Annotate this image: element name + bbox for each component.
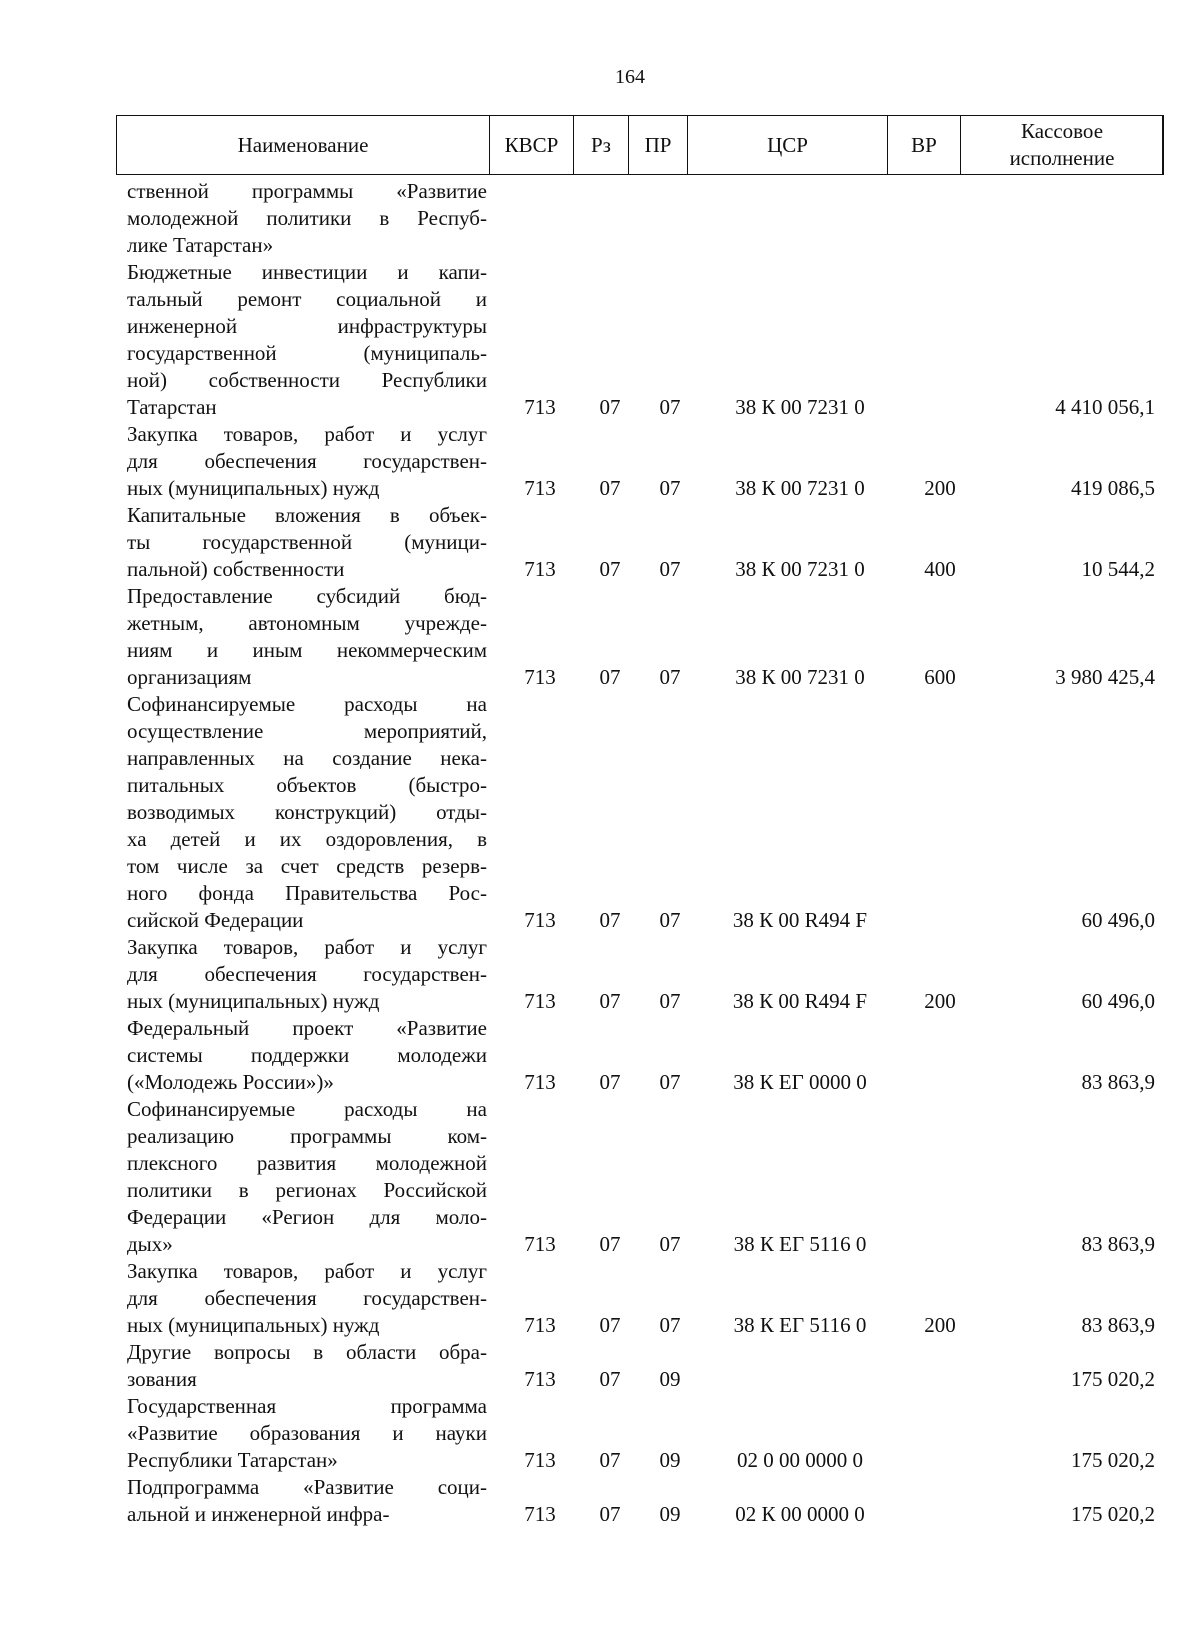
row-name-line: тальный ремонт социальной и <box>127 287 487 311</box>
row-name-line: ственной программы «Развитие <box>127 179 487 203</box>
row-name-line: Подпрограмма «Развитие соци- <box>127 1475 487 1499</box>
table-row <box>0 502 1200 583</box>
table-row <box>0 1015 1200 1096</box>
row-csr: 38 К 00 R494 F <box>732 989 868 1013</box>
row-amount: 175 020,2 <box>1071 1502 1155 1526</box>
row-amount: 10 544,2 <box>1081 557 1155 581</box>
row-name <box>127 421 487 502</box>
row-name-line: дых» <box>127 1232 173 1256</box>
row-name-line: для обеспечения государствен- <box>127 449 487 473</box>
row-name-line: ха детей и их оздоровления, в <box>127 827 487 851</box>
row-csr: 38 К ЕГ 0000 0 <box>733 1070 867 1094</box>
row-amount: 3 980 425,4 <box>1055 665 1155 689</box>
table-row <box>0 259 1200 421</box>
row-name-line: питальных объектов (быстро- <box>127 773 487 797</box>
row-amount: 4 410 056,1 <box>1055 395 1155 419</box>
row-pr: 09 <box>659 1502 681 1526</box>
row-amount: 83 863,9 <box>1081 1232 1155 1256</box>
row-kvsr: 713 <box>524 1070 556 1094</box>
row-name-line: («Молодежь России»)» <box>127 1070 334 1094</box>
row-name-line: ты государственной (муници- <box>127 530 487 554</box>
row-kvsr: 713 <box>524 1502 556 1526</box>
row-name <box>127 1339 487 1393</box>
table-row <box>0 583 1200 691</box>
row-rz: 07 <box>599 1448 621 1472</box>
row-name-line: альной и инженерной инфра- <box>127 1502 390 1526</box>
row-csr: 02 0 00 0000 0 <box>737 1448 863 1472</box>
row-name-line: Закупка товаров, работ и услуг <box>127 422 487 446</box>
row-rz: 07 <box>599 1070 621 1094</box>
row-rz: 07 <box>599 665 621 689</box>
row-csr: 38 К 00 7231 0 <box>735 395 865 419</box>
row-name-line: плексного развития молодежной <box>127 1151 487 1175</box>
table-row <box>0 1258 1200 1339</box>
row-name-line: сийской Федерации <box>127 908 304 932</box>
row-vr: 200 <box>924 1313 956 1337</box>
row-name <box>127 259 487 421</box>
row-pr: 07 <box>659 665 681 689</box>
row-vr: 200 <box>924 476 956 500</box>
header-amount-line2: исполнение <box>1009 146 1115 170</box>
row-name-line: инженерной инфраструктуры <box>127 314 487 338</box>
row-name-line: зования <box>127 1367 197 1391</box>
row-rz: 07 <box>599 557 621 581</box>
row-name-line: Республики Татарстан» <box>127 1448 338 1472</box>
row-name-line: Федерации «Регион для моло- <box>127 1205 487 1229</box>
row-rz: 07 <box>599 1232 621 1256</box>
row-csr: 38 К ЕГ 5116 0 <box>733 1232 867 1256</box>
row-csr: 38 К 00 7231 0 <box>735 557 865 581</box>
row-amount: 175 020,2 <box>1071 1367 1155 1391</box>
table-row <box>0 178 1200 259</box>
row-pr: 09 <box>659 1448 681 1472</box>
header-amount <box>960 116 1163 174</box>
row-kvsr: 713 <box>524 1367 556 1391</box>
row-name-line: Федеральный проект «Развитие <box>127 1016 487 1040</box>
row-rz: 07 <box>599 476 621 500</box>
table-row <box>0 421 1200 502</box>
row-rz: 07 <box>599 1502 621 1526</box>
row-kvsr: 713 <box>524 557 556 581</box>
row-rz: 07 <box>599 908 621 932</box>
table-header <box>116 115 1164 175</box>
row-name-line: Капитальные вложения в объек- <box>127 503 487 527</box>
row-vr: 600 <box>924 665 956 689</box>
row-name <box>127 934 487 1015</box>
table-row <box>0 934 1200 1015</box>
row-kvsr: 713 <box>524 1232 556 1256</box>
row-vr: 400 <box>924 557 956 581</box>
row-name <box>127 691 487 934</box>
header-csr: ЦСР <box>687 116 887 174</box>
row-name-line: осуществление мероприятий, <box>127 719 487 743</box>
table-row <box>0 691 1200 934</box>
row-kvsr: 713 <box>524 476 556 500</box>
row-pr: 07 <box>659 1232 681 1256</box>
row-rz: 07 <box>599 1313 621 1337</box>
row-rz: 07 <box>599 1367 621 1391</box>
row-pr: 07 <box>659 395 681 419</box>
table-row <box>0 1096 1200 1258</box>
row-kvsr: 713 <box>524 1448 556 1472</box>
row-name-line: государственной (муниципаль- <box>127 341 487 365</box>
row-kvsr: 713 <box>524 908 556 932</box>
row-kvsr: 713 <box>524 395 556 419</box>
row-name-line: Государственная программа <box>127 1394 487 1418</box>
row-rz: 07 <box>599 989 621 1013</box>
row-name-line: «Развитие образования и науки <box>127 1421 487 1445</box>
row-name-line: молодежной политики в Респуб- <box>127 206 487 230</box>
row-name-line: жетным, автономным учрежде- <box>127 611 487 635</box>
row-pr: 07 <box>659 1070 681 1094</box>
row-name <box>127 1015 487 1096</box>
table-row <box>0 1393 1200 1474</box>
row-name <box>127 583 487 691</box>
header-vr: ВР <box>887 116 960 174</box>
row-name-line: Бюджетные инвестиции и капи- <box>127 260 487 284</box>
row-csr: 02 К 00 0000 0 <box>735 1502 865 1526</box>
row-pr: 07 <box>659 908 681 932</box>
row-name-line: возводимых конструкций) отды- <box>127 800 487 824</box>
row-pr: 07 <box>659 476 681 500</box>
row-name-line: Закупка товаров, работ и услуг <box>127 935 487 959</box>
header-name: Наименование <box>237 132 369 157</box>
row-name-line: Софинансируемые расходы на <box>127 1097 487 1121</box>
row-pr: 09 <box>659 1367 681 1391</box>
row-name-line: системы поддержки молодежи <box>127 1043 487 1067</box>
row-amount: 175 020,2 <box>1071 1448 1155 1472</box>
header-amount-line1: Кассовое <box>1020 119 1104 143</box>
row-name-line: направленных на создание нека- <box>127 746 487 770</box>
row-name-line: для обеспечения государствен- <box>127 1286 487 1310</box>
row-rz: 07 <box>599 395 621 419</box>
row-csr: 38 К 00 7231 0 <box>735 476 865 500</box>
row-name-line: пальной) собственности <box>127 557 345 581</box>
row-name <box>127 1474 487 1528</box>
row-name-line: для обеспечения государствен- <box>127 962 487 986</box>
row-name-line: Предоставление субсидий бюд- <box>127 584 487 608</box>
row-csr: 38 К ЕГ 5116 0 <box>733 1313 867 1337</box>
row-name <box>127 1096 487 1258</box>
row-name-line: ниям и иным некоммерческим <box>127 638 487 662</box>
row-name <box>127 502 487 583</box>
row-csr: 38 К 00 7231 0 <box>735 665 865 689</box>
row-name-line: Софинансируемые расходы на <box>127 692 487 716</box>
header-kvsr: КВСР <box>489 116 573 174</box>
row-name-line: том числе за счет средств резерв- <box>127 854 487 878</box>
row-name-line: реализацию программы ком- <box>127 1124 487 1148</box>
row-name-line: ных (муниципальных) нужд <box>127 476 380 500</box>
header-rz: Рз <box>573 116 628 174</box>
row-kvsr: 713 <box>524 1313 556 1337</box>
row-pr: 07 <box>659 989 681 1013</box>
row-amount: 83 863,9 <box>1081 1070 1155 1094</box>
row-name-line: ных (муниципальных) нужд <box>127 1313 380 1337</box>
row-name-line: Другие вопросы в области обра- <box>127 1340 487 1364</box>
row-name <box>127 178 487 259</box>
row-kvsr: 713 <box>524 989 556 1013</box>
row-name <box>127 1258 487 1339</box>
page-number: 164 <box>615 66 645 88</box>
row-name-line: политики в регионах Российской <box>127 1178 487 1202</box>
row-amount: 83 863,9 <box>1081 1313 1155 1337</box>
row-pr: 07 <box>659 557 681 581</box>
row-name-line: организациям <box>127 665 252 689</box>
row-name-line: Татарстан <box>127 395 217 419</box>
row-vr: 200 <box>924 989 956 1013</box>
row-name-line: ной) собственности Республики <box>127 368 487 392</box>
row-amount: 419 086,5 <box>1071 476 1155 500</box>
row-amount: 60 496,0 <box>1081 908 1155 932</box>
row-kvsr: 713 <box>524 665 556 689</box>
row-name-line: ных (муниципальных) нужд <box>127 989 380 1013</box>
table-row <box>0 1339 1200 1393</box>
row-name-line: ного фонда Правительства Рос- <box>127 881 487 905</box>
row-csr: 38 К 00 R494 F <box>732 908 868 932</box>
table-row <box>0 1474 1200 1528</box>
row-name-line: лике Татарстан» <box>127 233 274 257</box>
row-pr: 07 <box>659 1313 681 1337</box>
header-pr: ПР <box>628 116 687 174</box>
row-name <box>127 1393 487 1474</box>
row-name-line: Закупка товаров, работ и услуг <box>127 1259 487 1283</box>
row-amount: 60 496,0 <box>1081 989 1155 1013</box>
